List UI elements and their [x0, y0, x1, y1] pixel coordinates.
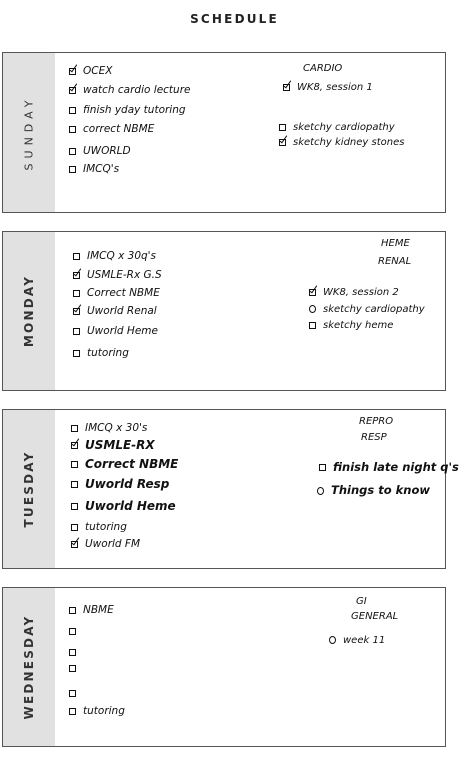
checkbox-icon[interactable]	[69, 148, 76, 155]
checkbox-checked-icon[interactable]	[73, 272, 80, 279]
task-item[interactable]	[69, 687, 83, 699]
checkbox-icon[interactable]	[69, 708, 76, 715]
day-content-monday	[55, 232, 445, 390]
checkbox-icon[interactable]	[69, 649, 76, 656]
task-item[interactable]: correct NBME	[69, 123, 154, 135]
side-task[interactable]: week 11	[329, 635, 385, 646]
checkbox-icon[interactable]	[73, 290, 80, 297]
task-item[interactable]: NBME	[69, 604, 114, 616]
side-task[interactable]: WK8, session 2	[309, 287, 399, 298]
day-content-tuesday	[55, 410, 459, 568]
task-item[interactable]	[69, 646, 83, 658]
checkbox-icon[interactable]	[69, 628, 76, 635]
day-panel-wednesday	[2, 587, 446, 747]
task-item[interactable]: tutoring	[71, 521, 127, 533]
checkbox-icon[interactable]	[319, 464, 326, 471]
task-item[interactable]	[69, 662, 83, 674]
day-panel-monday	[2, 231, 446, 391]
page-title: SCHEDULE	[190, 12, 279, 26]
day-label-monday	[3, 232, 55, 390]
side-task[interactable]: sketchy cardiopathy	[279, 122, 395, 133]
checkbox-icon[interactable]	[69, 665, 76, 672]
task-item[interactable]: IMCQ x 30's	[71, 422, 147, 434]
topic-heading-2: RENAL	[378, 256, 412, 267]
checkbox-icon[interactable]	[317, 487, 324, 495]
checkbox-icon[interactable]	[71, 461, 78, 468]
task-item[interactable]: IMCQ's	[69, 163, 119, 175]
task-item[interactable]: tutoring	[73, 347, 129, 359]
side-task[interactable]: finish late night q's	[319, 460, 459, 474]
checkbox-icon[interactable]	[71, 481, 78, 488]
topic-heading-1: REPRO	[359, 416, 394, 427]
task-item[interactable]: Uworld Resp	[71, 477, 169, 491]
topic-heading-1: GI	[356, 596, 367, 607]
task-item[interactable]: tutoring	[69, 705, 125, 717]
checkbox-icon[interactable]	[69, 126, 76, 133]
checkbox-icon[interactable]	[69, 690, 76, 697]
side-task[interactable]: Things to know	[317, 483, 430, 497]
checkbox-icon[interactable]	[329, 636, 336, 644]
day-panel-sunday	[2, 52, 446, 213]
checkbox-icon[interactable]	[69, 166, 76, 173]
checkbox-checked-icon[interactable]	[309, 289, 316, 296]
day-label-wednesday	[3, 588, 55, 746]
day-content-wednesday	[55, 588, 445, 746]
side-task[interactable]: sketchy kidney stones	[279, 137, 404, 148]
checkbox-icon[interactable]	[309, 305, 316, 313]
day-content-sunday	[55, 53, 445, 212]
checkbox-checked-icon[interactable]	[283, 84, 290, 91]
day-name: SUNDAY	[22, 95, 36, 170]
task-item[interactable]: UWORLD	[69, 145, 131, 157]
checkbox-checked-icon[interactable]	[73, 308, 80, 315]
day-panel-tuesday	[2, 409, 459, 569]
checkbox-icon[interactable]	[73, 328, 80, 335]
checkbox-icon[interactable]	[71, 503, 78, 510]
side-task[interactable]: sketchy heme	[309, 320, 393, 331]
checkbox-checked-icon[interactable]	[71, 541, 78, 548]
task-item[interactable]: Correct NBME	[71, 457, 178, 471]
day-label-sunday	[3, 53, 55, 212]
day-label-tuesday	[3, 410, 55, 568]
checkbox-icon[interactable]	[69, 107, 76, 114]
day-name: TUESDAY	[22, 450, 36, 528]
checkbox-icon[interactable]	[71, 524, 78, 531]
day-name: MONDAY	[22, 274, 36, 348]
checkbox-icon[interactable]	[279, 124, 286, 131]
checkbox-checked-icon[interactable]	[69, 68, 76, 75]
topic-heading: CARDIO	[303, 63, 343, 74]
side-task[interactable]: WK8, session 1	[283, 82, 373, 93]
task-item[interactable]: Correct NBME	[73, 287, 160, 299]
checkbox-icon[interactable]	[309, 322, 316, 329]
task-item[interactable]: USMLE-RX	[71, 438, 155, 452]
task-item[interactable]: Uworld Heme	[73, 325, 158, 337]
task-item[interactable]	[69, 625, 83, 637]
topic-heading-2: RESP	[361, 432, 387, 443]
task-item[interactable]: USMLE-Rx G.S	[73, 269, 162, 281]
task-item[interactable]: Uworld FM	[71, 538, 140, 550]
task-item[interactable]: OCEX	[69, 65, 112, 77]
checkbox-icon[interactable]	[69, 607, 76, 614]
task-item[interactable]: finish yday tutoring	[69, 104, 186, 116]
checkbox-checked-icon[interactable]	[71, 442, 78, 449]
checkbox-checked-icon[interactable]	[69, 87, 76, 94]
checkbox-icon[interactable]	[71, 425, 78, 432]
checkbox-checked-icon[interactable]	[279, 139, 286, 146]
task-item[interactable]: Uworld Renal	[73, 305, 157, 317]
checkbox-icon[interactable]	[73, 350, 80, 357]
task-item[interactable]: watch cardio lecture	[69, 84, 190, 96]
checkbox-icon[interactable]	[73, 253, 80, 260]
task-item[interactable]: Uworld Heme	[71, 499, 176, 513]
task-item[interactable]: IMCQ x 30q's	[73, 250, 156, 262]
day-name: WEDNESDAY	[22, 614, 36, 720]
side-task[interactable]: sketchy cardiopathy	[309, 304, 425, 315]
topic-heading-1: HEME	[381, 238, 410, 249]
topic-heading-2: GENERAL	[351, 611, 399, 622]
